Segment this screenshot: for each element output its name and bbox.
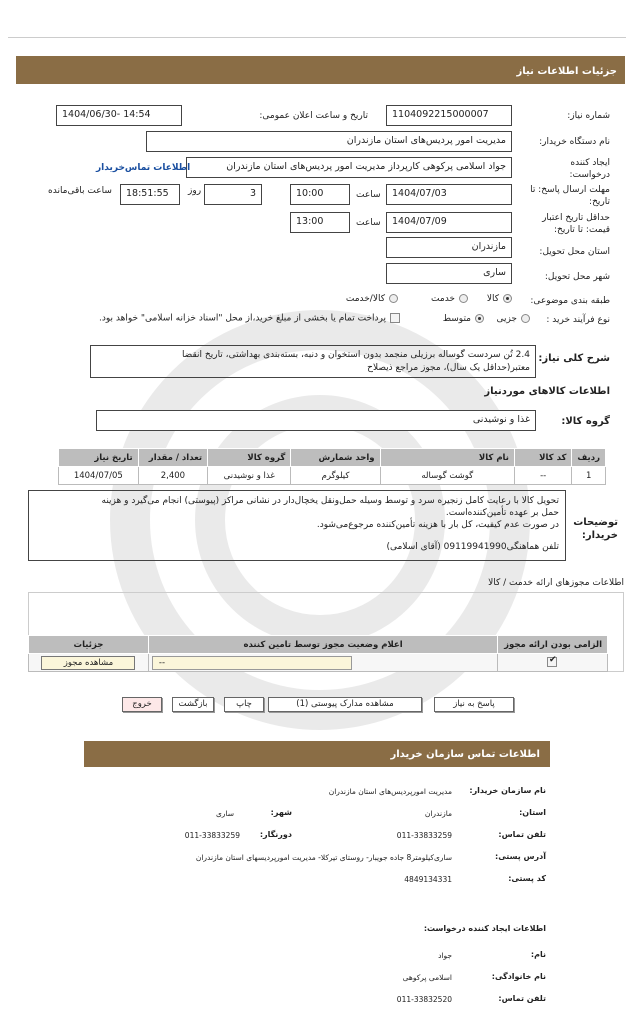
validity-label: حداقل تاریخ اعتبار قیمت: تا تاریخ: [542,213,610,235]
back-button[interactable]: بازگشت [172,697,214,712]
checkbox-icon[interactable] [390,313,400,323]
radio-icon[interactable] [389,294,398,303]
permits-table [28,635,608,672]
col-date: تاریخ نیاز [59,449,139,467]
reply-date-field: 1404/07/03 [386,184,512,205]
announce-label: تاریخ و ساعت اعلان عمومی: [259,111,368,121]
goods-table-header [59,449,606,467]
col-name: نام کالا [380,449,514,467]
name-value: جواد [438,951,452,960]
category-goods-service-option[interactable]: کالا/خدمت [346,294,398,304]
cell-row: 1 [572,467,606,485]
name-label: نام: [530,950,546,959]
process-minor-option[interactable]: جزیی [496,314,530,324]
creator-phone-label: تلفن تماس: [498,994,546,1003]
page-title: جزئیات اطلاعات نیاز [516,66,617,77]
goods-section-title: اطلاعات کالاهای مورد‌نیاز [484,386,610,397]
summary-line-2: معتبر(حداقل یک سال)، مجوز مراجع ذیصلاح [367,363,530,373]
family-value: اسلامی پرکوهی [402,973,452,982]
page-title-bar [16,56,625,84]
top-divider [8,37,626,38]
fax-value: 011-33833259 [184,831,240,840]
status-input[interactable]: -- [152,656,352,670]
radio-icon[interactable] [521,314,530,323]
col-details: جزئیات [29,636,149,654]
notes-line-2: حمل بر عهده تأمین‌کننده‌است. [445,508,559,518]
buyer-org-label: نام دستگاه خریدار: [539,137,610,147]
category-service-option[interactable]: خدمت [431,294,468,304]
permits-title: اطلاعات مجوزهای ارائه خدمت / کالا [488,578,624,588]
radio-icon[interactable] [475,314,484,323]
reply-button[interactable]: پاسخ به نیاز [434,697,514,712]
city-field: ساری [386,263,512,284]
province-contact-value: مازندران [424,809,452,818]
address-value: ساری‌کیلومتر8 جاده جویبار- روستای تیرکلا- مدیریت امورپردیسهای استان مازندران [195,853,452,862]
exit-button[interactable]: خروج [122,697,162,712]
province-field: مازندران [386,237,512,258]
cell-name: گوشت گوساله [380,467,514,485]
col-status: اعلام وضعیت مجوز توسط تامین کننده [148,636,497,654]
required-cell [498,654,608,672]
cell-code: -- [514,467,571,485]
col-required: الزامی بودن ارائه مجوز [498,636,608,654]
view-attachments-button[interactable]: مشاهده مدارک پیوستی (1) [268,697,422,712]
creator-label: ایجاد کننده درخواست: [569,158,610,180]
province-label: استان محل تحویل: [539,247,610,257]
fax-label: دورنگار: [259,830,292,839]
address-label: آدرس پستی: [495,852,546,861]
col-row: ردیف [572,449,606,467]
validity-date-field: 1404/07/09 [386,212,512,233]
summary-label: شرح کلی نیاز: [538,353,610,364]
notes-line-4: تلفن هماهنگی09119941990 (آقای اسلامی) [386,542,559,552]
buyer-org-field: مدیریت امور پردیس‌های استان مازندران [146,131,512,152]
buyer-contact-link[interactable]: اطلاعات تماس‌خریدار [96,163,191,173]
process-medium-option[interactable]: متوسط [443,314,484,324]
category-label: طبقه بندی موضوعی: [530,296,610,306]
org-label: نام سازمان خریدار: [469,786,546,795]
cell-date: 1404/07/05 [59,467,139,485]
postal-label: کد پستی: [508,874,546,883]
cell-unit: کیلوگرم [291,467,380,485]
notes-line-3: در صورت عدم کیفیت، کل بار با هزینه تأمین‌کننده مرجوع‌می‌شود. [316,520,559,530]
permits-header [29,636,608,654]
table-row [59,467,606,485]
days-label: روز [188,186,202,196]
phone-label: تلفن تماس: [498,830,546,839]
print-button[interactable]: چاپ [224,697,264,712]
goods-group-label: گروه کالا: [561,416,610,427]
validity-time-field: 13:00 [290,212,350,233]
need-number-label: شماره نیاز: [567,111,610,121]
reply-time-field: 10:00 [290,184,350,205]
city-label: شهر محل تحویل: [544,272,610,282]
need-number-field: 1104092215000007 [386,105,512,126]
days-field: 3 [204,184,262,205]
view-permit-button[interactable]: مشاهده مجوز [41,656,135,670]
creator-info-title: اطلاعات ایجاد کننده درخواست: [423,924,546,933]
col-code: کد کالا [514,449,571,467]
notes-label: توضیحات خریدار: [573,517,618,541]
reply-deadline-label: مهلت ارسال پاسخ: تا تاریخ: [530,185,610,207]
contact-title-bar [84,741,550,767]
goods-table [58,448,606,485]
goods-group-field: غذا و نوشیدنی [96,410,536,431]
cell-qty: 2,400 [138,467,207,485]
city-contact-label: شهر: [270,808,292,817]
table-row [29,654,608,672]
validity-time-label: ساعت [356,218,381,228]
details-cell [29,654,149,672]
notes-line-1: تحویل کالا با رعایت کامل زنجیره سرد و توسط وسیله حمل‌ونقل یخچال‌دار در نشانی مراکز (پیوستی) انجام می‌گیرد و هزینه [101,496,559,506]
payment-checkbox[interactable]: پرداخت تمام یا بخشی از مبلغ خرید،از محل "اسناد خزانه اسلامی" خواهد بود. [99,313,400,324]
summary-box [90,345,536,378]
province-contact-label: استان: [519,808,546,817]
creator-phone-value: 011-33832520 [396,995,452,1004]
phone-value: 011-33833259 [396,831,452,840]
notes-box [28,490,566,561]
cell-group: غذا و نوشیدنی [208,467,291,485]
remaining-time-field: 18:51:55 [120,184,180,205]
family-label: نام خانوادگی: [491,972,546,981]
status-cell [148,654,497,672]
checkbox-checked-icon: ✔ [549,655,557,666]
process-label: نوع فرآیند خرید : [546,315,610,325]
postal-value: 4849134331 [404,875,452,884]
remaining-time-label: ساعت باقی‌مانده [48,186,112,196]
summary-line-1: 2.4 تُن سردست گوساله برزیلی منجمد بدون استخوان و دنبه، بسته‌بندی بهداشتی، تاریخ انقضا [181,350,530,360]
category-goods-option[interactable]: کالا [487,294,512,304]
contact-title: اطلاعات تماس سازمان خریدار [390,749,540,760]
radio-icon[interactable] [503,294,512,303]
announce-field: 1404/06/30- 14:54 [56,105,182,126]
creator-field: جواد اسلامی پرکوهی کارپرداز مدیریت امور پردیس‌های استان مازندران [186,157,512,178]
radio-icon[interactable] [459,294,468,303]
org-value: مدیریت امورپردیس‌های استان مازندران [328,787,452,796]
col-unit: واحد شمارش [291,449,380,467]
col-qty: تعداد / مقدار [138,449,207,467]
reply-time-label: ساعت [356,190,381,200]
col-group: گروه کالا [208,449,291,467]
city-contact-value: ساری [215,809,234,818]
